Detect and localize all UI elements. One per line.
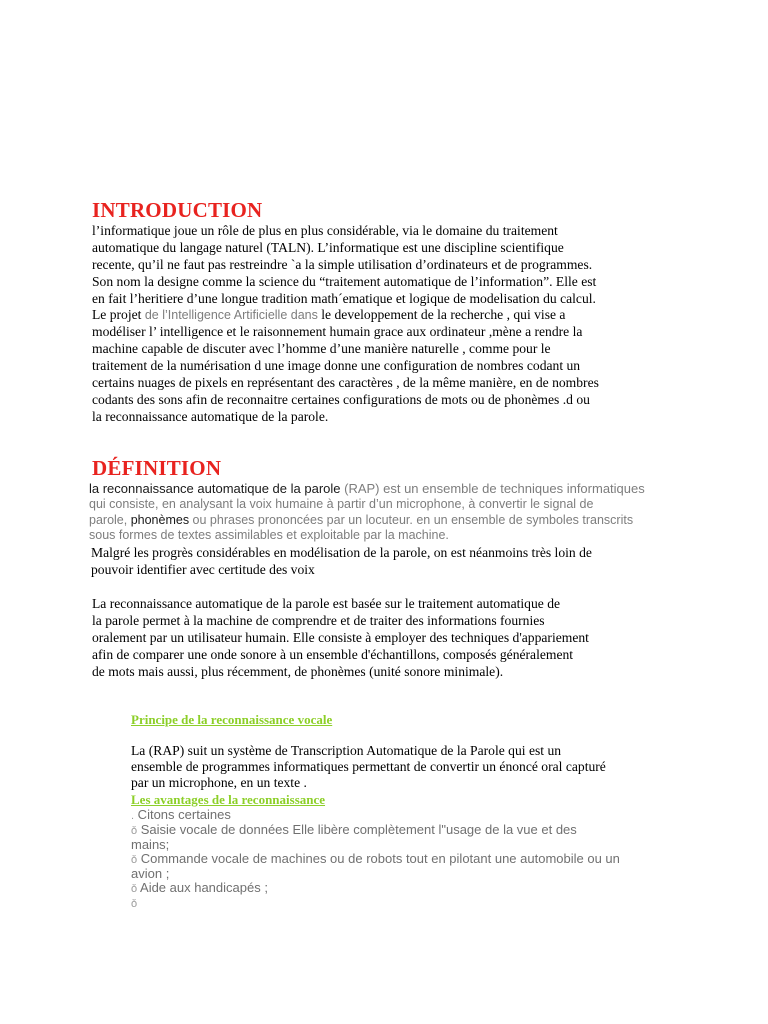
avantages-item [131, 822, 577, 839]
intro-line: l’informatique joue un rôle de plus en plus considérable, via le domaine du traitement [92, 223, 558, 238]
avantages-item-text: Saisie vocale de données Elle libère complètement l"usage de la vue et des [137, 822, 577, 837]
intro-line: modéliser l’ intelligence et le raisonnement humain grace aux ordinateur ,mène a rendre la [92, 324, 583, 339]
definition-line-4: sous formes de textes assimilables et exploitable par la machine. [89, 528, 449, 542]
intro-line: machine capable de discuter avec l’homme d’une manière naturelle , comme pour le [92, 341, 551, 356]
bullet-icon: ǒ [131, 898, 138, 910]
principe-line: La (RAP) suit un système de Transcription Automatique de la Parole qui est un [131, 743, 562, 758]
avantages-item [131, 837, 169, 852]
avantages-item [131, 866, 169, 881]
avantages-item-text: Aide aux handicapés ; [137, 880, 268, 895]
definition-symboles: en un ensemble de symboles transcrits [412, 513, 634, 527]
definition-heading: DÉFINITION [92, 456, 222, 480]
intro-line: codants des sons afin de reconnaitre certaines configurations de mots ou de phonèmes .d ou [92, 392, 590, 407]
bullet-icon: ǒ [131, 883, 138, 895]
intro-line: Son nom la designe comme la science du “traitement automatique de l’information”. Elle est [92, 274, 597, 289]
intro-projet-a: Le projet [92, 307, 145, 322]
definition-phrases: ou phrases prononcées par un locuteur. [189, 513, 413, 527]
definition-line-2: qui consiste, en analysant la voix humaine à partir d’un microphone, à convertir le signal de [89, 497, 594, 511]
avantages-item [131, 851, 620, 868]
bullet-icon: ǒ [131, 825, 138, 837]
definition-para-line: de mots mais aussi, plus récemment, de phonèmes (unité sonore minimale). [92, 664, 504, 679]
definition-line-1 [89, 481, 645, 497]
avantages-item-text: mains; [131, 837, 170, 852]
avantages-item [131, 895, 137, 912]
definition-parole: parole, [89, 513, 131, 527]
avantages-item-text: Commande vocale de machines ou de robots tout en pilotant une automobile ou un [137, 851, 620, 866]
definition-rap: (RAP) est un ensemble de techniques informatiques [340, 481, 645, 496]
intro-line: certains nuages de pixels en représentant des caractères , de la même manière, en de nombres [92, 375, 599, 390]
definition-phonemes: phonèmes [130, 513, 190, 527]
principe-line: ensemble de programmes informatiques permettant de convertir un énoncé oral capturé [131, 759, 606, 774]
definition-line-5: Malgré les progrès considérables en modélisation de la parole, on est néanmoins très loin de [91, 545, 592, 560]
avantages-item-text: avion ; [131, 866, 170, 881]
avantages-item [131, 880, 268, 897]
definition-term: la reconnaissance automatique de la parole [89, 481, 341, 496]
definition-line-3 [89, 513, 633, 528]
definition-line-6: pouvoir identifier avec certitude des voix [91, 562, 315, 577]
definition-para-line: La reconnaissance automatique de la parole est basée sur le traitement automatique de [92, 596, 561, 611]
intro-line: traitement de la numérisation d une image donne une configuration de nombres codant un [92, 358, 581, 373]
principe-line: par un microphone, en un texte . [131, 775, 307, 790]
bullet-icon: ǒ [131, 854, 138, 866]
definition-para-line: afin de comparer une onde sonore à un ensemble d'échantillons, composés généralement [92, 647, 574, 662]
bullet-icon: . [131, 810, 135, 822]
principe-title: Principe de la reconnaissance vocale [131, 712, 333, 727]
avantages-item-text: Citons certaines [134, 807, 231, 822]
definition-para-line: la parole permet à la machine de comprendre et de traiter des informations fournies [92, 613, 545, 628]
definition-para-line: oralement par un utilisateur humain. Elle consiste à employer des techniques d'appariement [92, 630, 589, 645]
intro-line: la reconnaissance automatique de la parole. [92, 409, 329, 424]
intro-projet-ai: de l’Intelligence Artificielle dans [144, 308, 318, 322]
intro-heading: INTRODUCTION [92, 198, 263, 222]
intro-line: recente, qu’il ne faut pas restreindre `a la simple utilisation d’ordinateurs et de programmes. [92, 257, 593, 272]
intro-line: en fait l’heritiere d’une longue tradition math´ematique et logique de modelisation du calcul. [92, 291, 596, 306]
intro-line: automatique du langage naturel (TALN). L’informatique est une discipline scientifique [92, 240, 564, 255]
avantages-title: Les avantages de la reconnaissance [131, 792, 326, 807]
intro-projet-line [92, 306, 565, 324]
intro-projet-c: le developpement de la recherche , qui vise a [317, 307, 566, 322]
